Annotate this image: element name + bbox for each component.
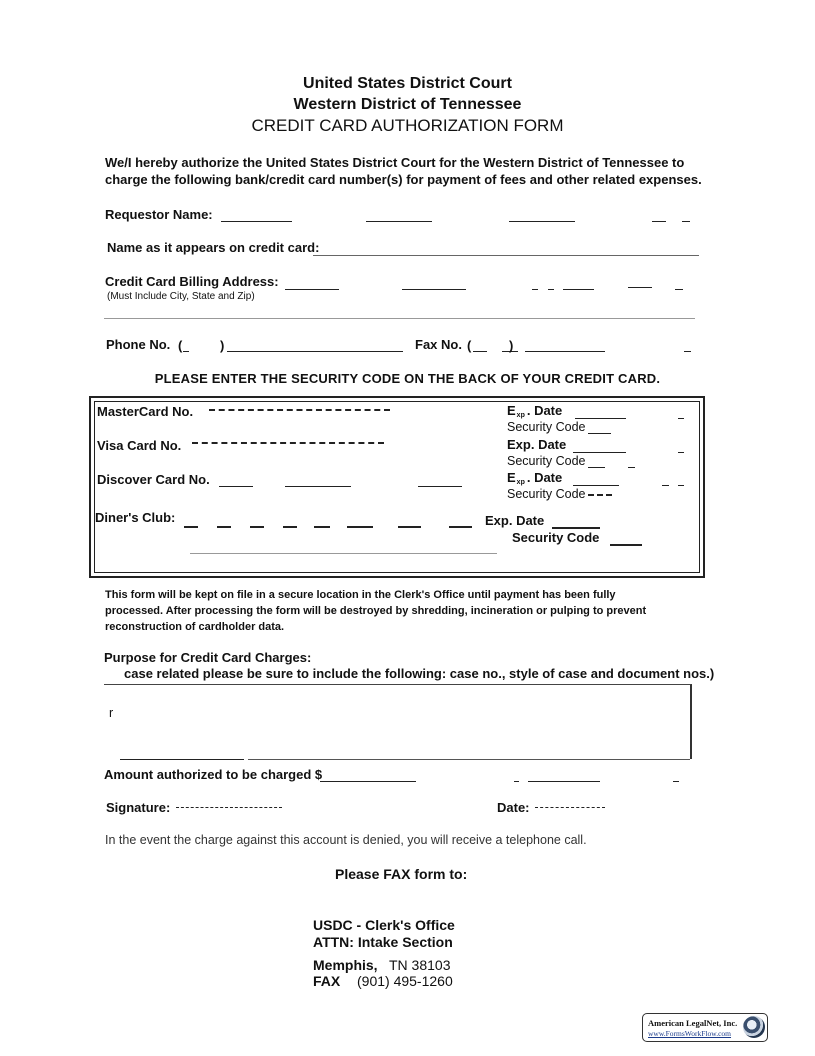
mastercard-exp-date: . Date (526, 403, 563, 418)
amount-label: Amount authorized to be charged $ (104, 767, 323, 782)
diners-exp-field[interactable] (552, 527, 600, 529)
discover-number-field-2[interactable] (285, 486, 351, 487)
billing-line-full[interactable] (104, 318, 695, 319)
billing-address-note: (Must Include City, State and Zip) (107, 291, 255, 302)
diners-exp-label: Exp. Date (485, 513, 545, 528)
mastercard-security-label: Security Code (507, 420, 586, 434)
billing-line-7[interactable] (675, 289, 683, 290)
diners-number-5[interactable] (314, 526, 330, 528)
purpose-bottom-line-2 (248, 759, 690, 760)
visa-security-field[interactable] (588, 467, 605, 468)
requestor-name-line-3[interactable] (509, 221, 575, 222)
credit-card-box-inner (94, 401, 700, 573)
purpose-bottom-line-1 (120, 759, 244, 760)
retention-line-2: processed. After processing the form will be destroyed by shredding, incineration or pulping to prevent (105, 605, 647, 617)
mastercard-exp-field[interactable] (575, 418, 626, 419)
district-name: Western District of Tennessee (293, 96, 522, 113)
date-field[interactable] (535, 807, 605, 808)
denied-notice: In the event the charge against this account is denied, you will receive a telephone call. (105, 833, 587, 847)
signature-field[interactable] (176, 807, 282, 808)
discover-exp-field-2[interactable] (662, 485, 669, 486)
purpose-r-mark: r (109, 706, 114, 720)
billing-line-3[interactable] (532, 289, 538, 290)
diners-number-2[interactable] (217, 526, 231, 528)
fax-to-state-zip: TN 38103 (389, 957, 451, 973)
discover-exp-label (507, 470, 562, 486)
signature-label: Signature: (106, 800, 171, 815)
visa-security-label: Security Code (507, 454, 586, 468)
discover-security-field[interactable] (588, 494, 612, 496)
mastercard-exp-xp: xp (516, 412, 525, 419)
form-title: CREDIT CARD AUTHORIZATION FORM (251, 116, 564, 135)
visa-exp-field[interactable] (573, 452, 626, 453)
discover-security-label: Security Code (507, 487, 586, 501)
name-on-card-line[interactable] (313, 255, 699, 256)
mastercard-exp-label (507, 403, 562, 419)
phone-area-line[interactable] (183, 351, 189, 352)
visa-exp-label: Exp. Date (507, 437, 567, 452)
fax-to-line-2: ATTN: Intake Section (313, 934, 453, 950)
discover-exp-field-3[interactable] (678, 485, 684, 486)
requestor-name-line-2[interactable] (366, 221, 432, 222)
diners-number-6[interactable] (347, 526, 373, 528)
discover-exp-date: . Date (526, 470, 563, 485)
fax-paren-open: ( (467, 338, 472, 353)
fax-to-line-1: USDC - Clerk's Office (313, 917, 455, 933)
diners-number-8[interactable] (449, 526, 472, 528)
fax-to-number: (901) 495-1260 (357, 973, 453, 989)
requestor-name-label: Requestor Name: (105, 207, 213, 222)
phone-number-line[interactable] (227, 351, 403, 352)
requestor-name-line-1[interactable] (221, 221, 292, 222)
logo-url[interactable]: www.FormsWorkFlow.com (648, 1029, 732, 1038)
legalnet-logo[interactable] (642, 1013, 768, 1042)
diners-security-field[interactable] (610, 544, 642, 546)
visa-label: Visa Card No. (97, 438, 182, 453)
court-name: United States District Court (303, 75, 512, 92)
visa-exp-field-2[interactable] (678, 452, 684, 453)
requestor-name-line-5[interactable] (682, 221, 690, 222)
retention-line-3: reconstruction of cardholder data. (105, 621, 285, 633)
mastercard-exp-field-2[interactable] (678, 418, 684, 419)
diners-security-label: Security Code (512, 530, 600, 545)
billing-line-2[interactable] (402, 289, 466, 290)
amount-field-3[interactable] (528, 781, 600, 782)
fax-to-city: Memphis, (313, 957, 378, 973)
security-code-notice: PLEASE ENTER THE SECURITY CODE ON THE BACK OF YOUR CREDIT CARD. (154, 371, 661, 386)
retention-line-1: This form will be kept on file in a secure location in the Clerk's Office until payment has been fully (105, 589, 616, 601)
discover-exp-e: E (507, 470, 516, 485)
phone-paren-open: ( (178, 338, 183, 353)
diners-number-4[interactable] (283, 526, 297, 528)
discover-exp-field[interactable] (573, 485, 619, 486)
billing-line-4[interactable] (548, 289, 554, 290)
name-on-card-label: Name as it appears on credit card: (107, 240, 320, 255)
discover-number-field-3[interactable] (418, 486, 462, 487)
mastercard-security-field[interactable] (588, 433, 611, 434)
intro-line-1: We/I hereby authorize the United States District Court for the Western District of Tennessee to (105, 155, 685, 170)
purpose-hint: case related please be sure to include the following: case no., style of case and document nos.) (124, 666, 715, 681)
intro-line-2: charge the following bank/credit card number(s) for payment of fees and other related expenses. (105, 172, 702, 187)
mastercard-exp-e: E (507, 403, 516, 418)
discover-exp-xp: xp (516, 479, 525, 486)
purpose-text-area[interactable] (104, 684, 692, 759)
phone-paren-close: ) (220, 338, 225, 353)
credit-card-box (89, 396, 705, 578)
discover-label: Discover Card No. (97, 472, 210, 487)
fax-to-fax-word: FAX (313, 973, 341, 989)
diners-extra-line[interactable] (190, 553, 497, 554)
billing-line-1[interactable] (285, 289, 339, 290)
fax-number-line[interactable] (525, 351, 605, 352)
logo-company-name: American LegalNet, Inc. (648, 1018, 738, 1028)
visa-security-field-2[interactable] (628, 467, 635, 468)
fax-label: Fax No. (415, 337, 462, 352)
requestor-name-line-4[interactable] (652, 221, 666, 222)
fax-to-label: Please FAX form to: (335, 866, 468, 882)
phone-label: Phone No. (106, 337, 171, 352)
amount-field-2[interactable] (514, 781, 519, 782)
amount-field-4[interactable] (673, 781, 679, 782)
purpose-label: Purpose for Credit Card Charges: (104, 650, 312, 665)
billing-line-5[interactable] (563, 289, 594, 290)
diners-number-7[interactable] (398, 526, 421, 528)
fax-paren-close: ) (509, 338, 514, 353)
date-label: Date: (497, 800, 530, 815)
mastercard-number-field[interactable] (209, 409, 390, 411)
visa-number-field[interactable] (192, 442, 384, 444)
billing-line-6[interactable] (628, 287, 652, 288)
globe-icon (743, 1016, 765, 1038)
discover-number-field-1[interactable] (219, 486, 253, 487)
fax-number-line-2[interactable] (684, 351, 691, 352)
diners-number-1[interactable] (184, 526, 198, 528)
fax-area-line-1[interactable] (473, 351, 487, 352)
mastercard-label: MasterCard No. (97, 404, 194, 419)
amount-field[interactable] (320, 781, 416, 782)
billing-address-label: Credit Card Billing Address: (105, 274, 279, 289)
diners-club-label: Diner's Club: (95, 510, 176, 525)
diners-number-3[interactable] (250, 526, 264, 528)
